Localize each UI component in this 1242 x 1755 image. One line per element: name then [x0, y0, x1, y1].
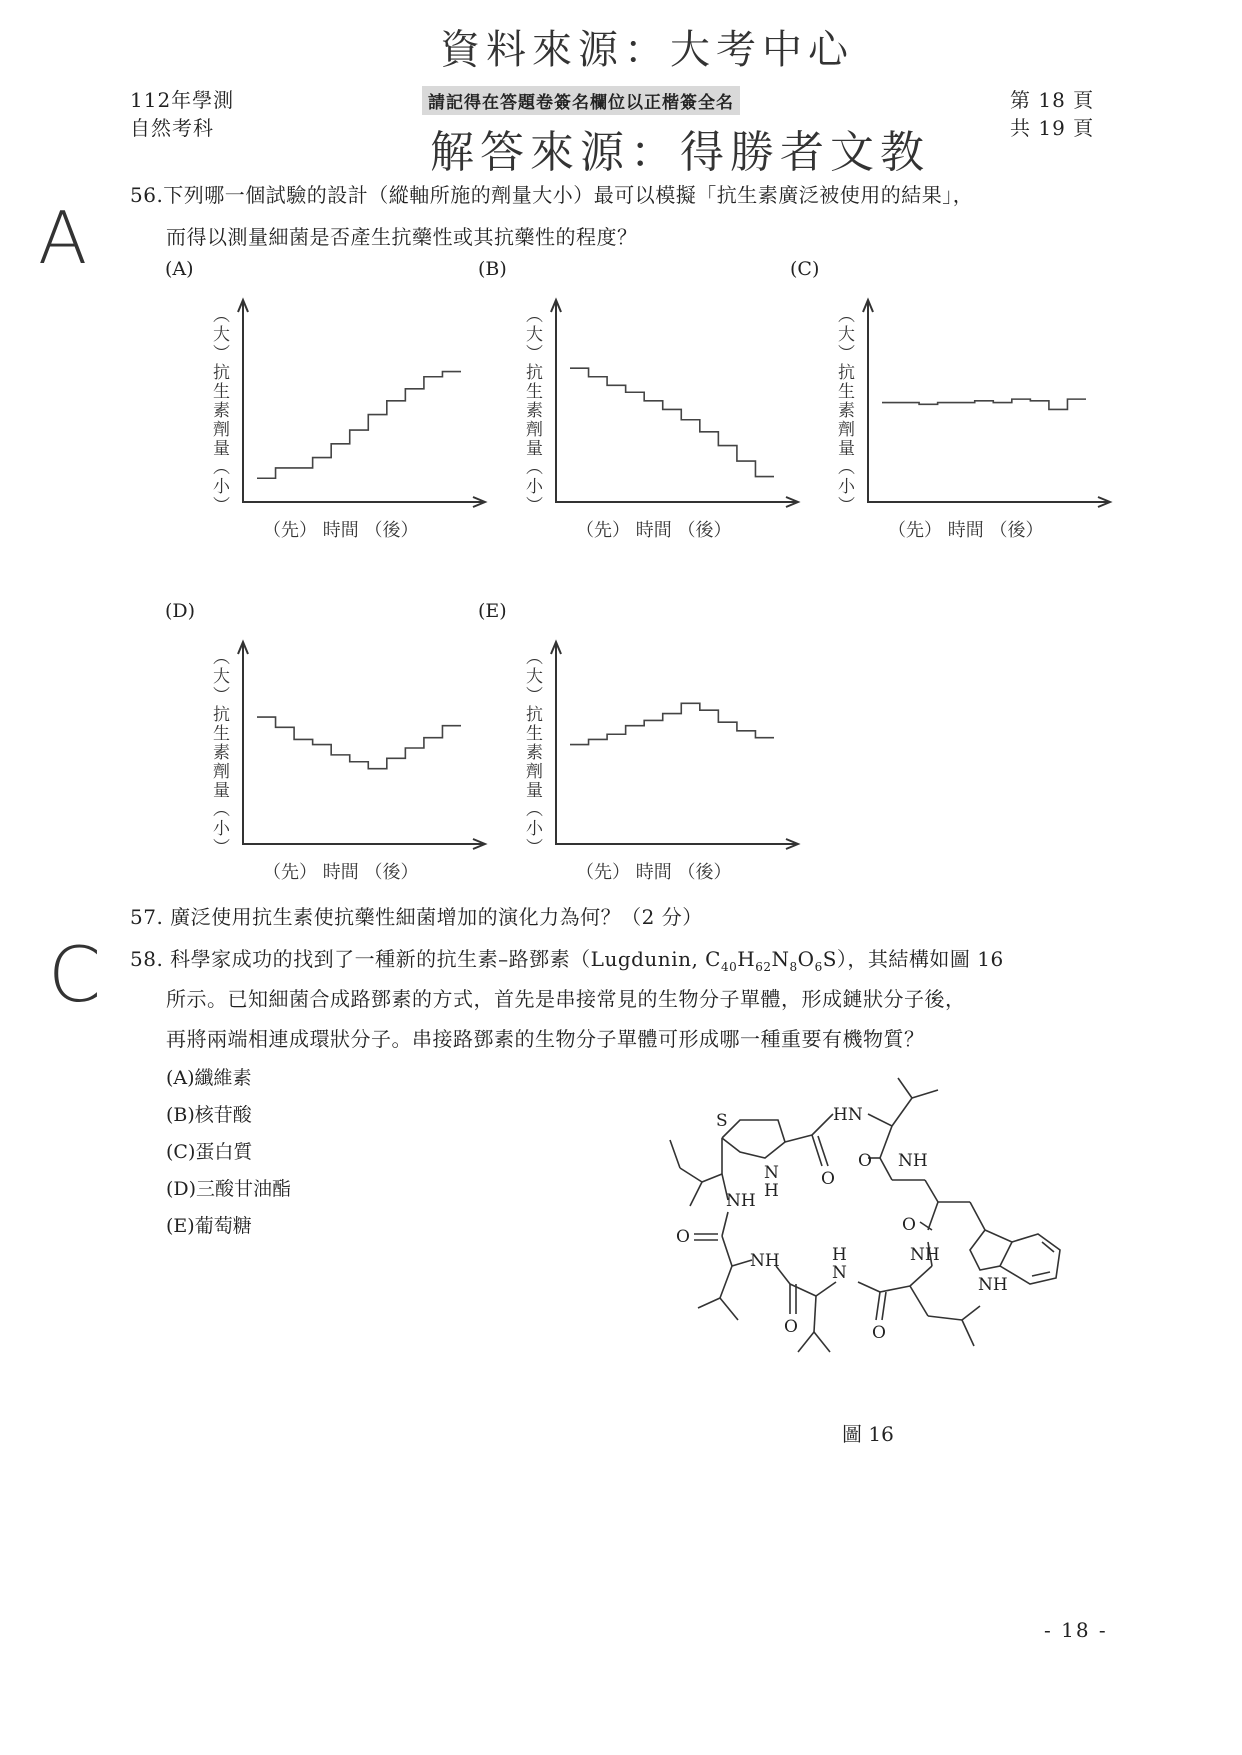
atom-nh-right1: NH	[898, 1151, 928, 1171]
graph-axes	[556, 642, 798, 844]
atom-nh-left: NH	[726, 1191, 756, 1211]
atom-hn-top: HN	[833, 1105, 863, 1125]
atom-s: S	[716, 1111, 728, 1131]
handwritten-answer-source-note: 解答來源：得勝者文教	[430, 127, 930, 178]
graph-label: (D)	[165, 600, 196, 622]
x-axis-label: （先） 時間 （後）	[263, 520, 419, 541]
dose-step-line	[570, 703, 774, 744]
q58-sub-c: 40	[721, 960, 738, 974]
atom-n-bottom: N	[832, 1263, 847, 1283]
y-axis-label: （大）抗生素劑量（小）	[209, 648, 229, 857]
structure-bonds	[670, 1078, 1060, 1352]
x-axis-label: （先） 時間 （後）	[263, 862, 419, 883]
atom-o-c: O	[902, 1215, 916, 1235]
q58-n: N	[771, 947, 790, 971]
y-axis-label: （大）抗生素劑量（小）	[522, 648, 542, 857]
graph-plot	[518, 634, 818, 894]
dose-step-line	[257, 372, 461, 479]
graph-axes	[556, 300, 798, 502]
q58-option-c: (C)蛋白質	[166, 1141, 253, 1163]
y-axis-arrow	[863, 300, 873, 312]
q58-sub-o: 6	[814, 960, 823, 974]
x-axis-arrow	[786, 497, 798, 507]
handwritten-answer-56: A	[38, 196, 88, 280]
dose-step-line	[882, 399, 1086, 409]
figure16-caption: 圖 16	[842, 1422, 894, 1446]
q58-option-b: (B)核苷酸	[166, 1104, 252, 1126]
exam-subject: 自然考科	[130, 116, 214, 140]
graph-label: (B)	[478, 258, 507, 280]
atom-n-thiazolidine: N	[764, 1163, 779, 1183]
total-pages: 共 19 頁	[1010, 116, 1095, 140]
q58-option-e: (E)葡萄糖	[166, 1215, 252, 1237]
atom-o-a: O	[821, 1169, 835, 1189]
graph-label: (A)	[165, 258, 194, 280]
lugdunin-structure-figure	[640, 1070, 1100, 1420]
graph-label: (E)	[478, 600, 507, 622]
exam-year: 112年學測	[130, 88, 235, 112]
q58-options	[166, 1060, 291, 1245]
atom-nh-indole: NH	[978, 1275, 1008, 1295]
graph-axes	[243, 642, 485, 844]
q58-sub-n: 8	[789, 960, 798, 974]
x-axis-label: （先） 時間 （後）	[576, 520, 732, 541]
atom-h-thiazolidine: H	[764, 1181, 779, 1201]
x-axis-arrow	[1098, 497, 1110, 507]
y-axis-label: （大）抗生素劑量（小）	[834, 306, 854, 515]
atom-nh-right2: NH	[910, 1245, 940, 1265]
q58-text-line2: 所示。已知細菌合成路鄧素的方式，首先是串接常見的生物分子單體，形成鏈狀分子後，	[166, 987, 966, 1011]
graph-plot	[830, 292, 1130, 552]
q58-option-d: (D)三酸甘油酯	[166, 1178, 292, 1200]
y-axis-arrow	[238, 300, 248, 312]
atom-o-bottom1: O	[784, 1317, 798, 1337]
y-axis-arrow	[238, 642, 248, 654]
handwritten-answer-58: C	[48, 930, 102, 1019]
q58-sub-h: 62	[755, 960, 772, 974]
atom-o-left: O	[676, 1227, 690, 1247]
signature-reminder-banner: 請記得在答題卷簽名欄位以正楷簽全名	[422, 86, 740, 115]
graph-label: (C)	[790, 258, 820, 280]
handwritten-source-note: 資料來源：大考中心	[440, 27, 854, 73]
page-number: - 18 -	[1044, 1618, 1108, 1642]
q58-text-line3: 再將兩端相連成環狀分子。串接路鄧素的生物分子單體可形成哪一種重要有機物質？	[166, 1027, 925, 1051]
atom-h-bottom: H	[832, 1245, 847, 1265]
y-axis-label: （大）抗生素劑量（小）	[522, 306, 542, 515]
q56-text-line2: 而得以測量細菌是否產生抗藥性或其抗藥性的程度？	[166, 225, 638, 249]
x-axis-arrow	[786, 839, 798, 849]
q58-line1-post: S），其結構如圖 16	[822, 947, 1004, 971]
graph-axes	[868, 300, 1110, 502]
page-indicator: 第 18 頁	[1010, 88, 1095, 112]
atom-o-bottom2: O	[872, 1323, 886, 1343]
graph-axes	[243, 300, 485, 502]
y-axis-label: （大）抗生素劑量（小）	[209, 306, 229, 515]
y-axis-arrow	[551, 300, 561, 312]
graph-plot	[518, 292, 818, 552]
y-axis-arrow	[551, 642, 561, 654]
dose-step-line	[257, 717, 461, 769]
x-axis-arrow	[473, 839, 485, 849]
dose-step-line	[570, 368, 774, 476]
q58-h: H	[737, 947, 756, 971]
x-axis-arrow	[473, 497, 485, 507]
atom-nh-bottom1: NH	[750, 1251, 780, 1271]
q58-option-a: (A)纖維素	[166, 1067, 252, 1089]
q56-text-line1: 56.下列哪一個試驗的設計（縱軸所施的劑量大小）最可以模擬「抗生素廣泛被使用的結果」，	[130, 183, 974, 207]
x-axis-label: （先） 時間 （後）	[576, 862, 732, 883]
q57-text: 57. 廣泛使用抗生素使抗藥性細菌增加的演化力為何？（2 分）	[130, 905, 703, 929]
atom-o-b: O	[858, 1151, 872, 1171]
x-axis-label: （先） 時間 （後）	[888, 520, 1044, 541]
graph-plot	[205, 292, 505, 552]
q58-line1-pre: 58. 科學家成功的找到了一種新的抗生素–路鄧素（Lugdunin, C	[130, 947, 721, 971]
graph-plot	[205, 634, 505, 894]
q58-o: O	[797, 947, 815, 971]
